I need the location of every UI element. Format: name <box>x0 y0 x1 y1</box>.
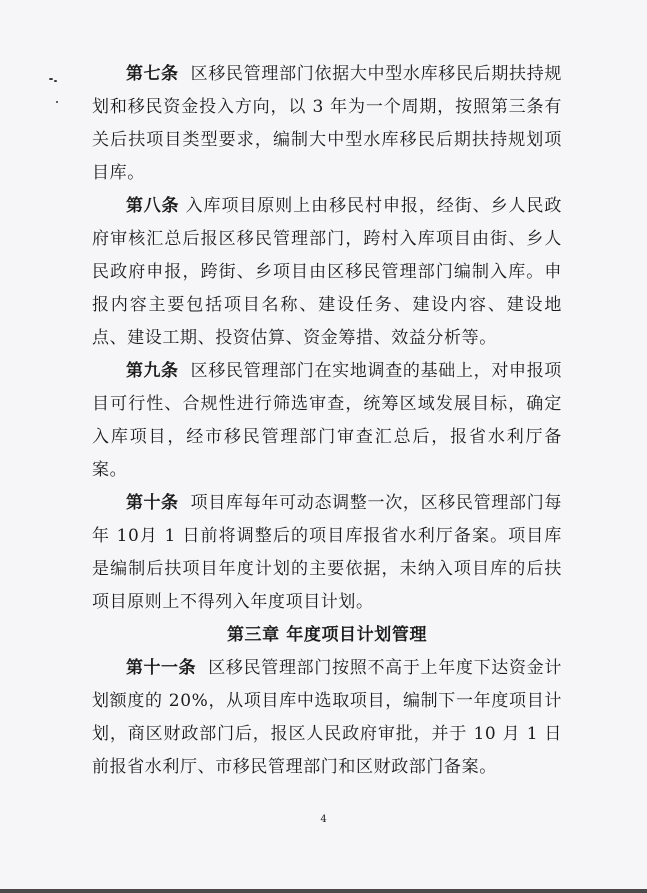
article-label: 第十条 <box>126 493 179 513</box>
article-text: 项目库每年可动态调整一次，区移民管理部门每年 10月 1 日前将调整后的项目库报省水利厅备案。项目库是编制后扶项目年度计划的主要依据，未纳入项目库的后扶项目原则上不得列入年度项目计划。 <box>92 493 562 612</box>
article-10 <box>92 487 562 619</box>
scan-speck <box>49 78 53 80</box>
article-text: 区移民管理部门在实地调查的基础上，对申报项目可行性、合规性进行筛选审查，统筹区域发展目标，确定入库项目，经市移民管理部门审查汇总后，报省水利厅备案。 <box>92 361 562 480</box>
article-label: 第七条 <box>126 64 179 84</box>
article-9 <box>92 355 562 487</box>
article-11 <box>92 652 562 784</box>
article-label: 第九条 <box>126 361 179 381</box>
article-8 <box>92 190 562 355</box>
document-body <box>92 58 562 784</box>
article-7 <box>92 58 562 190</box>
article-text: 区移民管理部门按照不高于上年度下达资金计划额度的 20%，从项目库中选取项目，编制下一年度项目计划，商区财政部门后，报区人民政府审批，并于 10 月 1 日前报省水利厅、市移民管理部门和区财政部门备案。 <box>92 658 562 777</box>
article-label: 第十一条 <box>126 658 196 678</box>
chapter-heading: 第三章 年度项目计划管理 <box>226 625 428 645</box>
article-text: 入库项目原则上由移民村申报，经街、乡人民政府审核汇总后报区移民管理部门，跨村入库项目由街、乡人民政府申报，跨街、乡项目由区移民管理部门编制入库。申报内容主要包括项目名称、建设任务、建设内容、建设地点、建设工期、投资估算、资金筹措、效益分析等。 <box>92 196 563 348</box>
article-text: 区移民管理部门依据大中型水库移民后期扶持规划和移民资金投入方向，以 3 年为一个周期，按照第三条有关后扶项目类型要求，编制大中型水库移民后期扶持规划项目库。 <box>92 64 562 183</box>
page-number: 4 <box>320 814 327 825</box>
scan-edge <box>0 889 647 893</box>
scan-speck <box>56 101 58 103</box>
scan-speck <box>54 80 57 82</box>
article-label: 第八条 <box>126 196 180 216</box>
